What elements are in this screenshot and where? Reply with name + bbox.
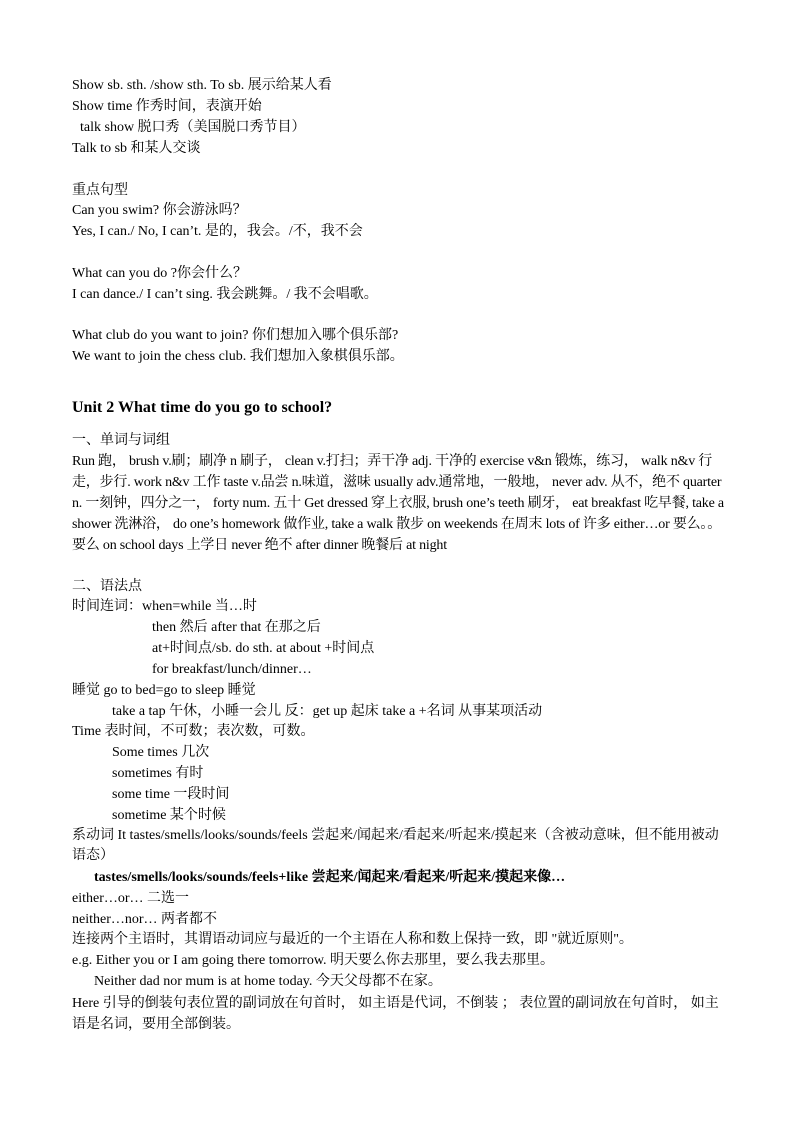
grammar-sleep: 睡觉 go to bed=go to sleep 睡觉: [72, 683, 256, 698]
grammar-for-meal: for breakfast/lunch/dinner…: [152, 662, 312, 677]
grammar-sometimes: sometimes 有时: [112, 766, 204, 781]
grammar-some-times: Some times 几次: [112, 745, 210, 760]
grammar-sometime: sometime 某个时候: [112, 808, 226, 823]
section-key-sentences: 重点句型: [72, 182, 128, 198]
vocabulary-paragraph: Run 跑， brush v.刷；刷净 n 刷子， clean v.打扫；弄干净 adj. 干净的 exercise v&n 锻炼，练习， walk n&v 行走，步行. work n&v 工作 taste v.品尝 n.味道，滋味 usually adv.通常地，一般地， never adv. 从不，绝不 quarter n. 一刻钟，四分之一， forty num. 五十 Get dressed 穿上衣服, brush one’s teeth 刷牙， eat breakfast 吃早餐, take a shower 洗淋浴， do one’s homework 做作业, take a walk 散步 on weekends 在周末 lots of 许多 either…or 要么。。要么 on school days 上学日 never 绝不 after dinner 晚餐后 at night: [72, 454, 724, 553]
unit-title: Unit 2 What time do you go to school?: [72, 399, 333, 416]
grammar-linking-verbs: 系动词 It tastes/smells/looks/sounds/feels 尝起来/闻起来/看起来/听起来/摸起来（含被动意味，但不能用被动语态）: [72, 828, 719, 863]
grammar-time-countable: Time 表时间，不可数；表次数，可数。: [72, 724, 315, 739]
line-what-can-you-do: What can you do ?你会什么？: [72, 266, 247, 281]
grammar-example-either: e.g. Either you or I am going there tomorrow. 明天要么你去那里，要么我去那里。: [72, 953, 555, 968]
grammar-proximity-rule: 连接两个主语时，其谓语动词应与最近的一个主语在人称和数上保持一致，即 "就近原则"。: [72, 932, 633, 947]
section-grammar: 二、语法点: [72, 578, 142, 594]
grammar-here-inversion: Here 引导的倒装句表位置的副词放在句首时， 如主语是代词，不倒装 ； 表位置的副词放在句首时， 如主语是名词，要用全部倒装。: [72, 996, 719, 1032]
grammar-linking-verbs-like: tastes/smells/looks/sounds/feels+like 尝起来/闻起来/看起来/听起来/摸起来像…: [94, 870, 566, 885]
grammar-at-time: at+时间点/sb. do sth. at about +时间点: [152, 641, 375, 656]
grammar-either-or: either…or… 二选一: [72, 891, 190, 906]
line-yes-i-can: Yes, I can./ No, I can’t. 是的，我会。/不，我不会: [72, 224, 363, 239]
grammar-then: then 然后 after that 在那之后: [152, 620, 321, 635]
section-words-phrases: 一、单词与词组: [72, 432, 170, 448]
grammar-some-time: some time 一段时间: [112, 787, 230, 802]
line-i-can-dance: I can dance./ I can’t sing. 我会跳舞。/ 我不会唱歌。: [72, 287, 378, 302]
grammar-time-conjunction: 时间连词：when=while 当…时: [72, 599, 257, 614]
line-talk-to-sb: Talk to sb 和某人交谈: [72, 141, 201, 156]
line-chess-club: We want to join the chess club. 我们想加入象棋俱乐部。: [72, 349, 404, 364]
line-what-club: What club do you want to join? 你们想加入哪个俱乐部?: [72, 328, 399, 343]
grammar-example-neither: Neither dad nor mum is at home today. 今天父母都不在家。: [94, 974, 442, 989]
line-show-time: Show time 作秀时间，表演开始: [72, 99, 262, 114]
line-talk-show: talk show 脱口秀（美国脱口秀节目）: [80, 120, 306, 135]
line-can-you-swim: Can you swim? 你会游泳吗？: [72, 203, 247, 218]
grammar-take-a-tap: take a tap 午休，小睡一会儿 反：get up 起床 take a +名词 从事某项活动: [112, 704, 543, 719]
line-show-sb-sth: Show sb. sth. /show sth. To sb. 展示给某人看: [72, 78, 332, 93]
grammar-neither-nor: neither…nor… 两者都不: [72, 912, 218, 927]
